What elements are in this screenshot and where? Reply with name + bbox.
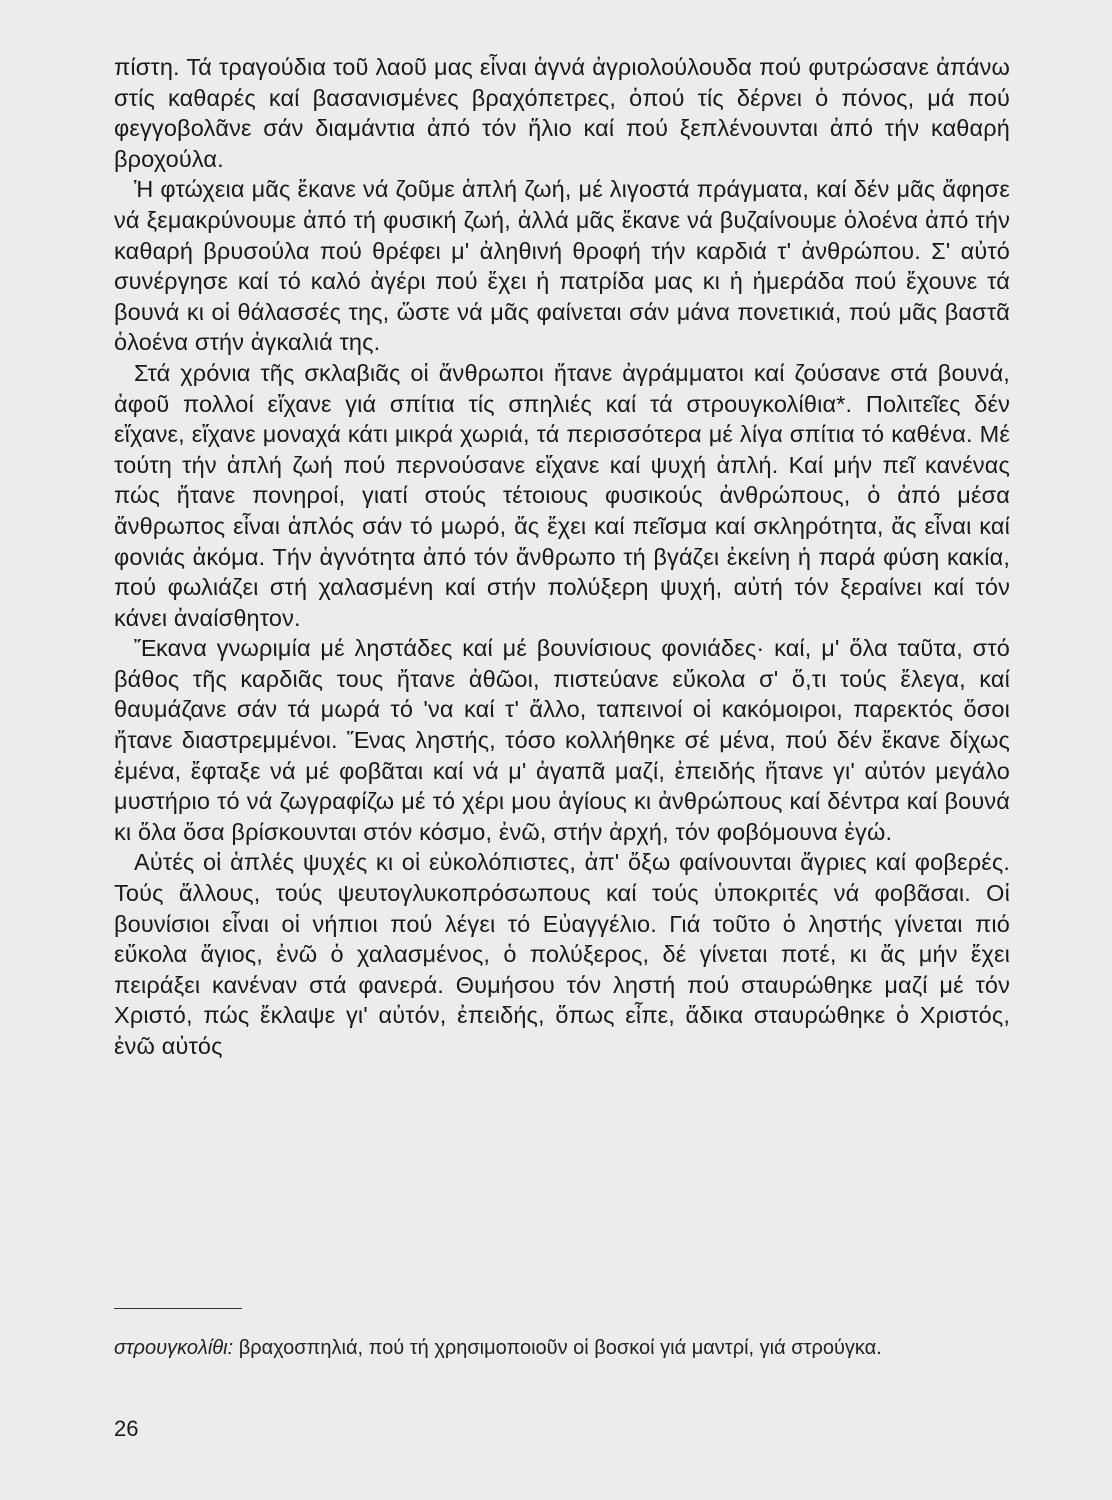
footnote bbox=[114, 1334, 1010, 1362]
footnote-divider bbox=[114, 1308, 242, 1309]
page-number: 26 bbox=[114, 1416, 139, 1441]
paragraph-4: Ἔκανα γνωριμία μέ ληστάδες καί μέ βουνίσιους φονιάδες· καί, μ' ὅλα ταῦτα, στό βάθος τῆς καρδιᾶς τους ἤτανε ἀθῶοι, πιστεύανε εὔκολα σ' ὅ,τι τούς ἔλεγα, καί θαυμάζανε σάν τά μωρά τό 'να καί τ' ἄλλο, ταπεινοί οἱ κακόμοιροι, παρεκτός ὅσοι ἤτανε διαστρεμμένοι. Ἕνας ληστής, τόσο κολλήθηκε σέ μένα, πού δέν ἔκανε δίχως ἐμένα, ἔφταξε νά μέ φοβᾶται καί νά μ' ἀγαπᾶ μαζί, ἐπειδής ἤτανε γι' αὐτόν μεγάλο μυστήριο τό νά ζωγραφίζω μέ τό χέρι μου ἁγίους κι ἀνθρώπους καί δέντρα καί βουνά κι ὅλα ὅσα βρίσκουνται στόν κόσμο, ἐνῶ, στήν ἀρχή, τόν φοβόμουνα ἐγώ. bbox=[114, 635, 1010, 845]
paragraph-5: Αὐτές οἱ ἁπλές ψυχές κι οἱ εὐκολόπιστες, ἀπ' ὄξω φαίνουνται ἄγριες καί φοβερές. Τούς ἄλλους, τούς ψευτογλυκοπρόσωπους καί τούς ὑποκριτές νά φοβᾶσαι. Οἱ βουνίσιοι εἶναι οἱ νήπιοι πού λέγει τό Εὐαγγέλιο. Γιά τοῦτο ὁ ληστής γίνεται πιό εὔκολα ἅγιος, ἐνῶ ὁ χαλασμένος, ὁ πολύξερος, δέ γίνεται ποτέ, κι ἄς μήν ἔχει πειράξει κανέναν στά φανερά. Θυμήσου τόν ληστή πού σταυρώθηκε μαζί μέ τόν Χριστό, πώς ἔκλαψε γι' αὐτόν, ἐπειδής, ὅπως εἶπε, ἄδικα σταυρώθηκε ὁ Χριστός, ἐνῶ αὐτός bbox=[114, 849, 1010, 1059]
paragraph-1: πίστη. Τά τραγούδια τοῦ λαοῦ μας εἶναι ἁγνά ἀγριολούλουδα πού φυτρώσανε ἀπάνω στίς καθαρές καί βασανισμένες βραχόπετρες, ὁπού τίς δέρνει ὁ πόνος, μά πού φεγγοβολᾶνε σάν διαμάντια ἀπό τόν ἥλιο καί πού ξεπλένουνται ἀπό τήν καθαρή βροχούλα. bbox=[114, 54, 1010, 172]
footnote-term: στρουγκολίθι: bbox=[114, 1337, 234, 1359]
body-text bbox=[114, 52, 1010, 1062]
paragraph-2: Ἡ φτώχεια μᾶς ἔκανε νά ζοῦμε ἁπλή ζωή, μέ λιγοστά πράγματα, καί δέν μᾶς ἄφησε νά ξεμακρύνουμε ἀπό τή φυσική ζωή, ἀλλά μᾶς ἔκανε νά βυζαίνουμε ὁλοένα ἀπό τήν καθαρή βρυσούλα πού θρέφει μ' ἀληθινή θροφή τήν καρδιά τ' ἀνθρώπου. Σ' αὐτό συνέργησε καί τό καλό ἀγέρι πού ἔχει ἡ πατρίδα μας κι ἡ ἡμεράδα πού ἔχουνε τά βουνά κι οἱ θάλασσές της, ὥστε νά μᾶς φαίνεται σάν μάνα πονετικιά, πού μᾶς βαστᾶ ὁλοένα στήν ἀγκαλιά της. bbox=[114, 176, 1010, 356]
paragraph-3: Στά χρόνια τῆς σκλαβιᾶς οἱ ἄνθρωποι ἤτανε ἀγράμματοι καί ζούσανε στά βουνά, ἀφοῦ πολλοί εἴχανε γιά σπίτια τίς σπηλιές καί τά στρουγκολίθια*. Πολιτεῖες δέν εἴχανε, εἴχανε μοναχά κάτι μικρά χωριά, τά περισσότερα μέ λίγα σπίτια τό καθένα. Μέ τούτη τήν ἁπλή ζωή πού περνούσανε εἴχανε καί ψυχή ἁπλή. Καί μήν πεῖ κανένας πώς ἤτανε πονηροί, γιατί στούς τέτοιους φυσικούς ἀνθρώπους, ὁ ἀπό μέσα ἄνθρωπος εἶναι ἁπλός σάν τό μωρό, ἄς ἔχει καί πεῖσμα καί σκληρότητα, ἄς εἶναι καί φονιάς ἀκόμα. Τήν ἁγνότητα ἀπό τόν ἄνθρωπο τή βγάζει ἐκείνη ἡ παρά φύση κακία, πού φωλιάζει στή χαλασμένη καί στήν πολύξερη ψυχή, αὐτή τόν ξεραίνει καί τόν κάνει ἀναίσθητον. bbox=[114, 359, 1010, 631]
footnote-definition: βραχοσπηλιά, πού τή χρησιμοποιοῦν οἱ βοσκοί γιά μαντρί, γιά στρούγκα. bbox=[238, 1337, 882, 1359]
